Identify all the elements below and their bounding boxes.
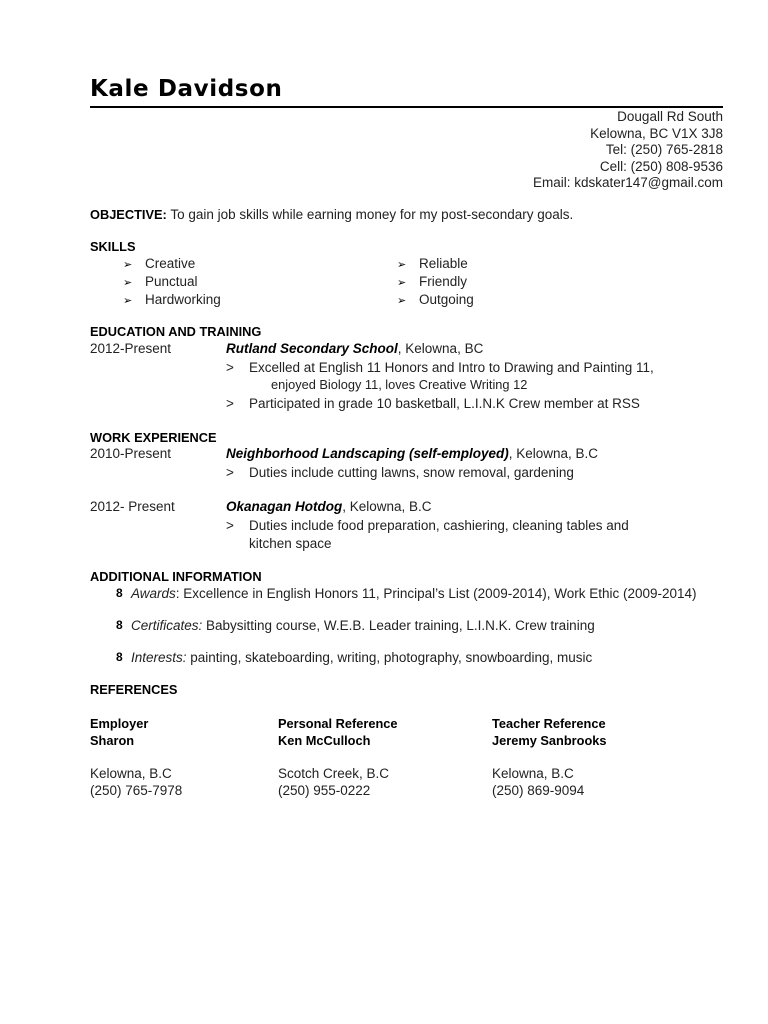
candidate-name: Kale Davidson: [90, 76, 283, 102]
objective: [90, 207, 573, 222]
education-detail: Excelled at English 11 Honors and Intro to Drawing and Painting 11,: [249, 360, 654, 375]
info-awards: [131, 586, 697, 601]
skill-item: Creative: [145, 256, 196, 271]
awards-text: : Excellence in English Honors 11, Principal’s List (2009-2014), Work Ethic (2009-2014): [175, 586, 697, 601]
info-interests: [131, 650, 592, 665]
info-certificates: [131, 618, 595, 633]
reference-phone: (250) 955-0222: [278, 783, 371, 798]
skill-item: Outgoing: [419, 292, 474, 307]
sub-bullet-icon: >: [226, 360, 234, 375]
job-duty-cont: kitchen space: [249, 536, 332, 551]
sub-bullet-icon: >: [226, 396, 234, 411]
arrow-bullet-icon: ➢: [397, 277, 407, 289]
reference-location: Kelowna, B.C: [492, 766, 574, 781]
skill-item: Reliable: [419, 256, 468, 271]
job-date: 2012- Present: [90, 499, 175, 514]
skill-item: Hardworking: [145, 292, 221, 307]
reference-location: Scotch Creek, B.C: [278, 766, 390, 781]
info-bullet-icon: 8: [116, 650, 123, 664]
awards-label: Awards: [131, 586, 176, 601]
certificates-text: Babysitting course, W.E.B. Leader training, L.I.N.K. Crew training: [202, 618, 595, 633]
education-detail-cont: enjoyed Biology 11, loves Creative Writing 12: [271, 377, 528, 392]
contact-block: [533, 109, 723, 192]
job-date: 2010-Present: [90, 446, 172, 461]
references-heading: REFERENCES: [90, 682, 178, 697]
contact-street: Dougall Rd South: [617, 109, 723, 124]
objective-text: To gain job skills while earning money for my post-secondary goals.: [170, 207, 574, 222]
arrow-bullet-icon: ➢: [123, 295, 133, 307]
job-duty: Duties include food preparation, cashiering, cleaning tables and: [249, 518, 629, 533]
reference-phone: (250) 869-9094: [492, 783, 585, 798]
contact-cell: Cell: (250) 808-9536: [599, 158, 723, 174]
contact-tel: Tel: (250) 765-2818: [605, 142, 723, 158]
contact-email: Email: kdskater147@gmail.com: [532, 175, 723, 191]
education-detail: Participated in grade 10 basketball, L.I.N.K Crew member at RSS: [249, 396, 640, 411]
education-date: 2012-Present: [90, 341, 172, 356]
info-bullet-icon: 8: [116, 586, 123, 600]
education-school: [226, 341, 483, 356]
employer-name: Okanagan Hotdog: [226, 499, 343, 514]
sub-bullet-icon: >: [226, 518, 234, 533]
reference-name: Ken McCulloch: [278, 733, 371, 748]
reference-title: Personal Reference: [278, 716, 398, 731]
reference-title: Teacher Reference: [492, 716, 606, 731]
reference-phone: (250) 765-7978: [90, 783, 183, 798]
reference-title: Employer: [90, 716, 149, 731]
job-duty: Duties include cutting lawns, snow removal, gardening: [249, 465, 574, 480]
work-heading: WORK EXPERIENCE: [90, 430, 217, 445]
school-name: Rutland Secondary School: [226, 341, 398, 356]
employer-location: , Kelowna, B.C: [342, 499, 432, 514]
school-location: , Kelowna, BC: [397, 341, 484, 356]
header-rule: [90, 106, 723, 108]
objective-label: OBJECTIVE:: [90, 207, 167, 222]
interests-text: painting, skateboarding, writing, photography, snowboarding, music: [186, 650, 593, 665]
arrow-bullet-icon: ➢: [397, 295, 407, 307]
interests-label: Interests:: [131, 650, 187, 665]
reference-name: Jeremy Sanbrooks: [492, 733, 607, 748]
employer-name: Neighborhood Landscaping (self-employed): [226, 446, 509, 461]
reference-name: Sharon: [90, 733, 135, 748]
education-heading: EDUCATION AND TRAINING: [90, 324, 262, 339]
employer-location: , Kelowna, B.C: [508, 446, 599, 461]
reference-location: Kelowna, B.C: [90, 766, 172, 781]
job-employer: [226, 499, 432, 514]
info-bullet-icon: 8: [116, 618, 123, 632]
skills-heading: SKILLS: [90, 239, 136, 254]
contact-city: Kelowna, BC V1X 3J8: [590, 125, 723, 141]
arrow-bullet-icon: ➢: [123, 277, 133, 289]
sub-bullet-icon: >: [226, 465, 234, 480]
additional-heading: ADDITIONAL INFORMATION: [90, 569, 262, 584]
arrow-bullet-icon: ➢: [123, 259, 133, 271]
certificates-label: Certificates:: [131, 618, 203, 633]
arrow-bullet-icon: ➢: [397, 259, 407, 271]
job-employer: [226, 446, 598, 461]
skill-item: Punctual: [145, 274, 198, 289]
skill-item: Friendly: [419, 274, 468, 289]
